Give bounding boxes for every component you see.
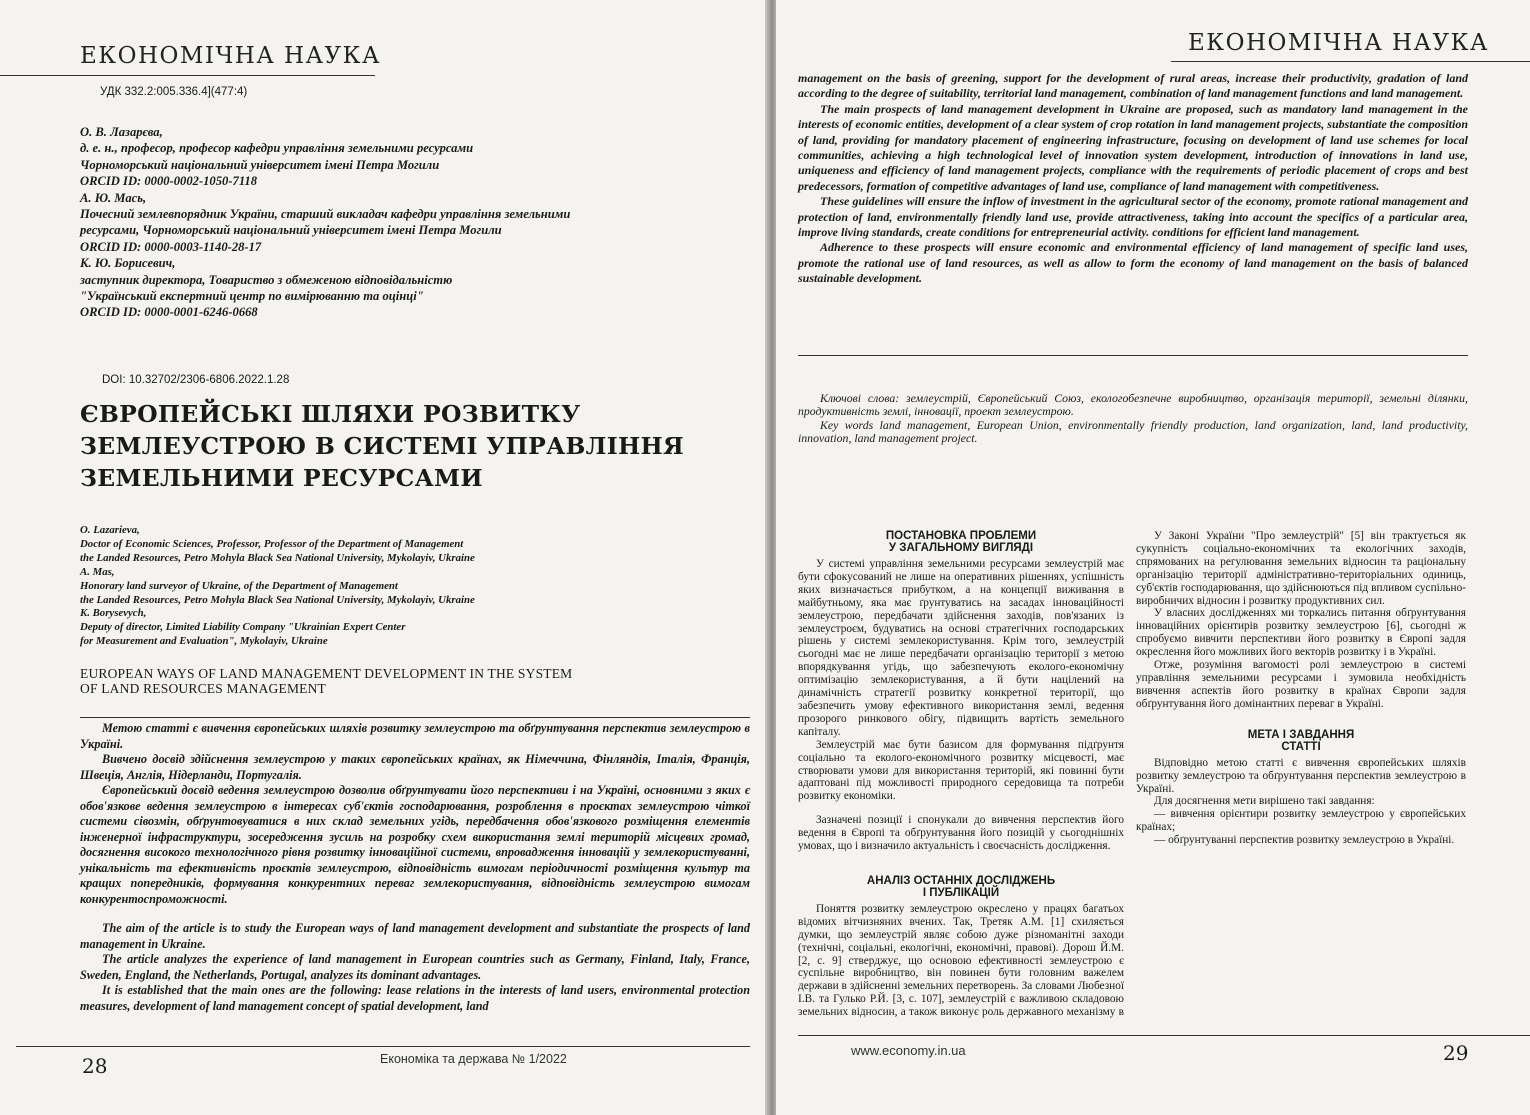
- text-column-2: [1136, 530, 1466, 847]
- author-line: Doctor of Economic Sciences, Professor, Professor of the Department of Management: [80, 537, 464, 550]
- heading-line: АНАЛІЗ ОСТАННІХ ДОСЛІДЖЕНЬ: [866, 874, 1056, 887]
- abstract-paragraph: It is established that the main ones are the following: lease relations in the interests of land users, environmental protection measures, development of land management concept of spatial development, land: [80, 983, 750, 1013]
- section-text-continued: [1136, 530, 1466, 711]
- keywords-uk: Ключові слова: землеустрій, Європейський Союз, екологобезпечне виробництво, організація території, земельні ділянки, продуктивність землі, інновації, проект землеустрою.: [798, 391, 1468, 419]
- section-heading-analysis: [798, 875, 1124, 899]
- abstract-paragraph: The aim of the article is to study the European ways of land management development and substantiate the prospects of land management in Ukraine.: [80, 921, 750, 951]
- section-text-problem: [798, 558, 1124, 853]
- author-line: for Measurement and Evaluation", Mykolayiv, Ukraine: [80, 635, 328, 648]
- heading-line: У ЗАГАЛЬНОМУ ВИГЛЯДІ: [888, 542, 1034, 554]
- title-line: ЗЕМЕЛЬНИМИ РЕСУРСАМИ: [80, 464, 483, 492]
- orcid: ORCID ID: 0000-0002-1050-7118: [80, 174, 258, 189]
- body-paragraph: Землеустрій має бути базисом для формування підґрунтя соціально та еколого-економічного розвитку місцевості, має створювати умови для використання територій, які повинні бути адаптовані під можливості природного середовища та потреби розвитку економіки.: [798, 738, 1124, 803]
- footer-url: www.economy.in.ua: [851, 1043, 966, 1058]
- abstract-paragraph: Метою статті є вивчення європейських шляхів розвитку землеустрою та обґрунтування перспектив землеустрою в Україні.: [80, 721, 750, 751]
- page-number: 28: [82, 1054, 108, 1078]
- author-line: the Landed Resources, Petro Mohyla Black Sea National University, Mykolayiv, Ukraine: [80, 551, 475, 564]
- body-paragraph: Відповідно метою статті є вивчення європейських шляхів розвитку землеустрою та обґрунтування перспектив землеустрою в Україні.: [1136, 756, 1466, 795]
- author-line: "Український експертний центр по вимірюванню та оцінці": [80, 289, 424, 304]
- author-line: Honorary land surveyor of Ukraine, of the Department of Management: [80, 579, 398, 592]
- text-column-1: [798, 530, 1124, 1018]
- section-text-analysis: [798, 903, 1124, 1018]
- author-line: ресурсами, Чорноморський національний університет імені Петра Могили: [80, 223, 502, 238]
- abstract-paragraph: Adherence to these prospects will ensure economic and environmental efficiency of land management of specific land uses, promote the rational use of land resources, as well as allow to form the economy of land management on the basis of balanced sustainable development.: [798, 240, 1468, 286]
- author-line: K. Borysevych,: [80, 607, 147, 620]
- footer-journal: Економіка та держава № 1/2022: [380, 1052, 567, 1066]
- header-rule: [1171, 61, 1530, 62]
- section-text-goal: [1136, 757, 1466, 847]
- author-line: O. Lazarieva,: [80, 524, 140, 536]
- author-line: д. е. н., професор, професор кафедри управління земельними ресурсами: [80, 141, 474, 156]
- doi: DOI: 10.32702/2306-6806.2022.1.28: [102, 374, 290, 386]
- article-title-en: [80, 666, 572, 696]
- keywords-en: Key words land management, European Union, environmentally friendly production, land organization, land, land productivity, innovation, land management project.: [798, 417, 1468, 446]
- header-rule: [0, 75, 375, 76]
- abstract-paragraph: The main prospects of land management development in Ukraine are proposed, such as mandatory land management in the interests of economic entities, development of a clear system of crop rotation in land management projects, substantiate the composition of land, providing for mandatory placement of engineering infrastructure, focusing on development of land use schemes for local communities, achieving a high technological level of innovation system development, introduction of innovations in land use, uniqueness and efficiency of land management projects, compliance with the requirements of periodic placement of crops and best predecessors, formation of competitive advantages of land use, compliance of land management with competitiveness.: [798, 101, 1468, 193]
- body-paragraph: Поняття розвитку землеустрою окреслено у працях багатьох відомих вітчизняних вчених. Так, Третяк А.М. [1] схиляється думки, що землеустрій являє собою дуже різноманітні заходи (технічні, соціальні, екологічні, економічні, правові). Дорош Й.М. [2, с. 9] стверджує, що основою ефективності землеустрою є суспільне виробництво, він повинен бути головним важелем держави в здійсненні земельних перетворень. За словами Любезної І.В. та Гулько Р.Й. [3, с. 107], землеустрій є важливою складовою земельних відносин, а також виконує роль державного механізму в: [798, 902, 1124, 1018]
- body-paragraph: У власних дослідженнях ми торкались питання обґрунтування інноваційних орієнтирів розвитку землеустрою [6], сьогодні ж спробуємо вивчити перспективи його розвитку в Європі задля окреслення його можливих його векторів розвитку і в Україні.: [1136, 607, 1466, 659]
- udc-code: УДК 332.2:005.336.4](477:4): [100, 86, 248, 98]
- abstract-paragraph: These guidelines will ensure the inflow of investment in the agricultural sector of the economy, promote rational management and protection of land, environmentally friendly land use, provide attractiveness, taking into account the specifics of a particular area, improve living standards, create conditions for entrepreneurial activity. conditions for efficient land management.: [798, 194, 1468, 240]
- abstract-en-continued: [798, 71, 1468, 287]
- keywords-block: [798, 392, 1468, 446]
- body-paragraph: — обґрунтуванні перспектив розвитку землеустрою в Україні.: [1154, 834, 1455, 847]
- author-line: О. В. Лазарєва,: [80, 125, 163, 139]
- section-heading-problem: [798, 530, 1124, 554]
- orcid: ORCID ID: 0000-0001-6246-0668: [80, 305, 258, 320]
- author-line: Deputy of director, Limited Liability Company "Ukrainian Expert Center: [80, 621, 406, 634]
- author-line: the Landed Resources, Petro Mohyla Black Sea National University, Mykolayiv, Ukraine: [80, 593, 475, 606]
- body-paragraph: Отже, розуміння вагомості ролі землеустрою в системі управління земельними ресурсами і зумовила необхідність вивчення аспектів його розвитку в країнах Європи задля обґрунтування його домінантних переваг в Україні.: [1136, 659, 1466, 710]
- abstract-paragraph: management on the basis of greening, support for the development of rural areas, increase their productivity, gradation of land according to the degree of suitability, territorial land management, combination of land management functions and land management.: [798, 71, 1468, 101]
- abstract-rule: [80, 717, 750, 718]
- author-line: К. Ю. Борисевич,: [80, 256, 176, 271]
- article-title-uk: [80, 398, 684, 494]
- author-line: Чорноморський національний університет імені Петра Могили: [80, 157, 440, 172]
- heading-line: І ПУБЛІКАЦІЙ: [922, 886, 1000, 899]
- page-number: 29: [1443, 1041, 1469, 1065]
- orcid: ORCID ID: 0000-0003-1140-28-17: [80, 239, 262, 254]
- title-line: ЗЕМЛЕУСТРОЮ В СИСТЕМІ УПРАВЛІННЯ: [80, 432, 685, 460]
- body-paragraph: У системі управління земельними ресурсами землеустрій має бути сфокусований не лише на оперативних рішеннях, успішність яких визначається прибутком, а на концепції виживання в майбутньому, яка має ґрунтуватись на засадах інноваційності землеустрою, передбачати здійснення заходів, пов'язаних із землеустроєм, будуватись на основі стратегічних господарських рішень у системі землекористування. Крім того, землеустрій сьогодні має не лише передбачати організацію території з метою впорядкування угідь, що забезпечують еколого-економічну оптимізацію землекористування, а й бути націлений на динамічність стратегії розвитку конкретної території, що забезпечить умову ефективного використання землі, ведення прозорого ринкового обігу, підвищить вартість земельного капіталу.: [798, 558, 1124, 738]
- footer-rule: [16, 1046, 750, 1047]
- body-paragraph: Зазначені позиції і спонукали до вивчення перспектив його ведення в Європі та обґрунтування його позицій у сьогоднішніх умовах, що і визначило актуальність і своєчасність дослідження.: [798, 814, 1124, 853]
- title-line: EUROPEAN WAYS OF LAND MANAGEMENT DEVELOPMENT IN THE SYSTEM: [80, 666, 573, 681]
- body-paragraph: У Законі України "Про землеустрій" [5] він трактується як сукупність соціально-економічних та екологічних заходів, спрямованих на регулювання земельних відносин та раціональну організацію території адміністративно-територіальних одиниць, суб'єктів господарювання, що здійснюються під впливом суспільно-виробничих відносин і розвитку продуктивних сил.: [1136, 530, 1466, 607]
- abstract-end-rule: [798, 355, 1468, 356]
- abstract-paragraph: Європейський досвід ведення землеустрою дозволив обґрунтувати його перспективи і на Україні, основними з яких є обов'язкове ведення землеустрою в інтересах суб'єктів господарювання, розроблення в проєктах землеустрою чіткої системи сівозмін, обґрунтовуватися в них склад земельних угідь, передбачення обов'язкового розміщення елементів інженерної інфраструктури, зосередження зусиль на розробку схем використання землі територій місцевих громад, досягнення високого технологічного рівня розвитку інноваційної системи, впровадження інновацій у землекористуванні, унікальність та ефективність проєктів землеустрою, відповідність вимогам періодичності розміщення культур та кращих попередників, формування конкурентних переваг землекористування, відповідність землеустрою вимогам конкурентоспроможності.: [80, 783, 750, 906]
- journal-section-title: ЕКОНОМІЧНА НАУКА: [80, 43, 381, 69]
- authors-uk: [80, 124, 570, 321]
- author-line: А. Ю. Мась,: [80, 190, 147, 205]
- authors-en: [80, 524, 475, 649]
- author-line: A. Mas,: [80, 565, 115, 578]
- heading-line: МЕТА І ЗАВДАННЯ: [1247, 728, 1355, 741]
- right-page: [776, 0, 1530, 1115]
- body-paragraph: Для досягнення мети вирішено такі завдання:: [1154, 795, 1375, 808]
- footer-rule: [798, 1035, 1530, 1036]
- author-line: Почесний землевпорядник України, старший викладач кафедри управління земельними: [80, 207, 571, 222]
- journal-section-title: ЕКОНОМІЧНА НАУКА: [1188, 30, 1489, 56]
- section-heading-goal: [1136, 729, 1466, 753]
- abstract-block: [80, 721, 750, 1014]
- body-paragraph: — вивчення орієнтири розвитку землеустрою у європейських країнах;: [1136, 808, 1466, 834]
- author-line: заступник директора, Товариство з обмеженою відповідальністю: [80, 272, 453, 287]
- title-line: ЄВРОПЕЙСЬКІ ШЛЯХИ РОЗВИТКУ: [80, 400, 581, 428]
- title-line: OF LAND RESOURCES MANAGEMENT: [80, 681, 326, 696]
- heading-line: ПОСТАНОВКА ПРОБЛЕМИ: [885, 530, 1037, 542]
- heading-line: СТАТТІ: [1281, 740, 1321, 753]
- abstract-paragraph: The article analyzes the experience of land management in European countries such as Germany, Finland, Italy, France, Sweden, England, the Netherlands, Portugal, analyzes its dominant advantages.: [80, 952, 750, 982]
- abstract-paragraph: Вивчено досвід здійснення землеустрою у таких європейських країнах, як Німеччина, Фінляндія, Італія, Франція, Швеція, Англія, Нідерланди, Португалія.: [80, 752, 750, 782]
